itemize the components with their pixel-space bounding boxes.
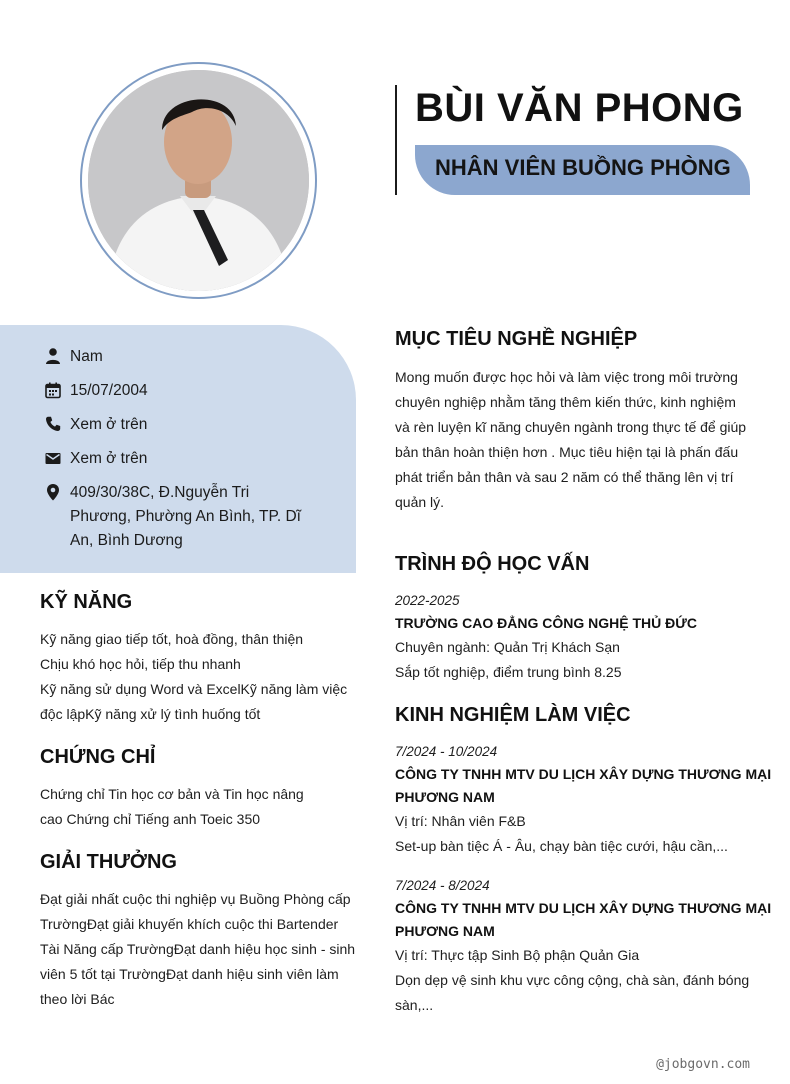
job-position: Vị trí: Thực tập Sinh Bộ phận Quản Gia	[395, 947, 640, 963]
certificates-heading: CHỨNG CHỈ	[40, 746, 156, 768]
phone-text: Xem ở trên	[70, 416, 148, 433]
job-company-line: PHƯƠNG NAM	[395, 923, 495, 939]
awards-line: Đạt giải nhất cuộc thi nghiệp vụ Buồng Phòng cấp	[40, 891, 351, 907]
location-pin-icon	[44, 483, 62, 501]
objective-line: phát triển bản thân và sau 2 năm có thể thăng lên vị trí	[395, 469, 734, 485]
birthdate-text: 15/07/2004	[70, 382, 148, 399]
skills-line: Kỹ năng giao tiếp tốt, hoà đồng, thân thiện	[40, 631, 304, 647]
calendar-icon	[44, 381, 62, 399]
objective-heading: MỤC TIÊU NGHỀ NGHIỆP	[395, 328, 638, 350]
education-heading: TRÌNH ĐỘ HỌC VẤN	[395, 553, 590, 575]
education-major: Chuyên ngành: Quản Trị Khách Sạn	[395, 639, 620, 655]
skills-line: độc lậpKỹ năng xử lý tình huống tốt	[40, 706, 261, 722]
skills-heading: KỸ NĂNG	[40, 591, 133, 613]
job-company	[395, 897, 771, 943]
awards-line: Tài Năng cấp TrườngĐạt danh hiệu học sinh - sinh	[40, 941, 356, 957]
contact-email	[44, 447, 147, 471]
avatar	[88, 70, 309, 291]
job-detail: Set-up bàn tiệc Á - Âu, chạy bàn tiệc cưới, hậu cần,...	[395, 838, 728, 854]
awards-line: viên 5 tốt tại TrườngĐạt danh hiệu sinh viên làm	[40, 966, 339, 982]
job-company-line: CÔNG TY TNHH MTV DU LỊCH XÂY DỰNG THƯƠNG MẠI	[395, 766, 772, 782]
awards-line: TrườngĐạt giải khuyến khích cuộc thi Bartender	[40, 916, 339, 932]
job-detail-line: Dọn dẹp vệ sinh khu vực công cộng, chà sàn, đánh bóng	[395, 972, 750, 988]
education-school: TRƯỜNG CAO ĐẲNG CÔNG NGHỆ THỦ ĐỨC	[395, 615, 697, 631]
awards-text	[40, 887, 355, 1012]
address-line: An, Bình Dương	[70, 532, 183, 549]
name-divider	[395, 85, 397, 195]
contact-address	[44, 481, 310, 553]
job-company	[395, 763, 771, 809]
gender-text: Nam	[70, 348, 103, 365]
job-detail-line: sàn,...	[395, 997, 434, 1013]
portrait-photo	[88, 70, 309, 291]
experience-heading: KINH NGHIỆM LÀM VIỆC	[395, 704, 631, 726]
certificates-line: cao Chứng chỉ Tiếng anh Toeic 350	[40, 811, 261, 827]
contact-gender	[44, 345, 103, 369]
objective-line: Mong muốn được học hỏi và làm việc trong môi trường	[395, 369, 738, 385]
education-note: Sắp tốt nghiệp, điểm trung bình 8.25	[395, 664, 622, 680]
watermark: @jobgovn.com	[656, 1057, 750, 1072]
skills-line: Kỹ năng sử dụng Word và ExcelKỹ năng làm việc	[40, 681, 348, 697]
contact-birthdate	[44, 379, 148, 403]
skills-line: Chịu khó học hỏi, tiếp thu nhanh	[40, 656, 241, 672]
role-title: NHÂN VIÊN BUỒNG PHÒNG	[435, 155, 731, 180]
job-company-line: PHƯƠNG NAM	[395, 789, 495, 805]
mail-icon	[44, 449, 62, 467]
person-icon	[44, 347, 62, 365]
objective-text	[395, 365, 746, 515]
certificates-text	[40, 782, 304, 832]
address-text	[70, 481, 310, 553]
job-period: 7/2024 - 10/2024	[395, 744, 498, 759]
objective-line: chuyên nghiệp nhằm tăng thêm kiến thức, kinh nghiệm	[395, 394, 736, 410]
awards-heading: GIẢI THƯỞNG	[40, 851, 177, 873]
education-period: 2022-2025	[395, 593, 460, 608]
job-position: Vị trí: Nhân viên F&B	[395, 813, 526, 829]
job-company-line: CÔNG TY TNHH MTV DU LỊCH XÂY DỰNG THƯƠNG MẠI	[395, 900, 772, 916]
phone-icon	[44, 415, 62, 433]
candidate-name: BÙI VĂN PHONG	[415, 86, 744, 130]
skills-text	[40, 627, 347, 727]
job-detail	[395, 968, 749, 1018]
objective-line: và rèn luyện kĩ năng chuyên ngành trong thực tế để giúp	[395, 419, 747, 435]
email-text: Xem ở trên	[70, 450, 148, 467]
contact-phone	[44, 413, 147, 437]
objective-line: bản thân hoàn thiện hơn . Mục tiêu hiện tại là phấn đấu	[395, 444, 739, 460]
objective-line: quản lý.	[395, 494, 445, 510]
job-period: 7/2024 - 8/2024	[395, 878, 490, 893]
address-line: 409/30/38C, Đ.Nguyễn Tri	[70, 484, 250, 501]
awards-line: theo lời Bác	[40, 991, 115, 1007]
address-line: Phương, Phường An Bình, TP. Dĩ	[70, 508, 301, 525]
certificates-line: Chứng chỉ Tin học cơ bản và Tin học nâng	[40, 786, 304, 802]
